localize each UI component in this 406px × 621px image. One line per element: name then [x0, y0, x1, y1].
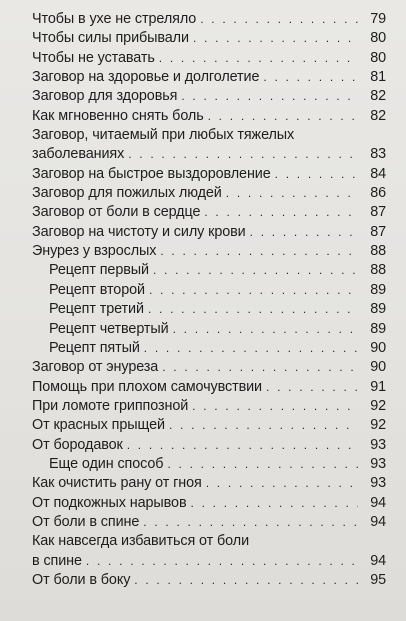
toc-entry-title: Рецепт первый [49, 262, 149, 279]
toc-entry-page: 87 [370, 223, 386, 240]
dot-leader [266, 378, 358, 397]
toc-entry [32, 436, 386, 455]
toc-entry-title: Энурез у взрослых [32, 243, 157, 260]
toc-entry-title: Заговор на быстрое выздоровление [32, 165, 271, 182]
dot-leader [250, 223, 358, 242]
toc-entry-title-line: Как навсегда избавиться от боли [32, 533, 250, 550]
toc-entry [32, 455, 386, 474]
toc-entry-page: 89 [370, 320, 386, 337]
toc-entry-title: Заговор от боли в сердце [32, 204, 201, 221]
toc-entry [32, 165, 386, 184]
dot-leader [192, 397, 358, 416]
dot-leader [159, 49, 358, 68]
toc-entry-title: Рецепт второй [49, 281, 145, 298]
toc-entry-page: 84 [370, 165, 386, 182]
toc-entry [32, 397, 386, 416]
toc-entry-page: 88 [370, 243, 386, 260]
toc-entry-title: Как мгновенно снять боль [32, 107, 204, 124]
toc-entry-page: 89 [370, 281, 386, 298]
toc-entry [32, 261, 386, 280]
dot-leader [200, 10, 358, 29]
dot-leader [162, 358, 358, 377]
dot-leader [134, 571, 358, 590]
dot-leader [128, 145, 358, 164]
toc-entry [32, 49, 386, 68]
toc-entry-title: От боли в спине [32, 513, 140, 530]
toc-entry-page: 82 [370, 88, 386, 105]
dot-leader [173, 320, 358, 339]
toc-entry [32, 242, 386, 261]
toc-entry-page: 94 [370, 552, 386, 569]
toc-entry-page: 91 [370, 378, 386, 395]
table-of-contents [32, 10, 386, 590]
toc-entry [32, 339, 386, 358]
dot-leader [149, 281, 358, 300]
toc-entry-title: От бородавок [32, 436, 123, 453]
dot-leader [86, 552, 358, 571]
toc-entry [32, 10, 386, 29]
toc-entry-page: 88 [370, 262, 386, 279]
dot-leader [275, 165, 358, 184]
toc-entry-title: Заговор для здоровья [32, 88, 178, 105]
toc-entry-title: Как очистить рану от гноя [32, 475, 202, 492]
toc-entry-title: заболеваниях [32, 146, 125, 163]
toc-entry [32, 223, 386, 242]
dot-leader [263, 68, 358, 87]
toc-entry-page: 80 [370, 30, 386, 47]
dot-leader [160, 242, 358, 261]
toc-entry [32, 87, 386, 106]
toc-entry-title: Рецепт третий [49, 301, 144, 318]
toc-entry-page: 93 [370, 436, 386, 453]
toc-entry-title: в спине [32, 552, 82, 569]
toc-entry [32, 494, 386, 513]
toc-entry [32, 68, 386, 87]
toc-entry [32, 552, 386, 571]
toc-entry-page: 94 [370, 494, 386, 511]
dot-leader [204, 203, 358, 222]
toc-entry [32, 29, 386, 48]
dot-leader [143, 513, 358, 532]
dot-leader [193, 29, 358, 48]
toc-entry [32, 184, 386, 203]
toc-entry [32, 513, 386, 532]
dot-leader [153, 261, 358, 280]
toc-entry [32, 300, 386, 319]
toc-entry [32, 416, 386, 435]
toc-entry-title: От подкожных нарывов [32, 494, 187, 511]
dot-leader [127, 436, 358, 455]
toc-entry [32, 107, 386, 126]
toc-entry-title: Чтобы силы прибывали [32, 30, 189, 47]
toc-entry-title: Чтобы не уставать [32, 49, 155, 66]
dot-leader [169, 416, 358, 435]
toc-entry [32, 474, 386, 493]
toc-entry-page: 87 [370, 204, 386, 221]
toc-entry-page: 83 [370, 146, 386, 163]
toc-entry-title: От боли в боку [32, 571, 131, 588]
toc-entry-title: Заговор для пожилых людей [32, 185, 222, 202]
dot-leader [148, 300, 358, 319]
toc-entry-title: Рецепт пятый [49, 339, 140, 356]
toc-entry-title-line: Заговор, читаемый при любых тяжелых [32, 127, 295, 144]
toc-entry-page: 79 [370, 11, 386, 27]
toc-entry-page: 89 [370, 301, 386, 318]
toc-entry [32, 145, 386, 164]
toc-entry-page: 90 [370, 359, 386, 376]
dot-leader [167, 455, 358, 474]
toc-entry-page: 94 [370, 513, 386, 530]
toc-entry-page: 93 [370, 455, 386, 472]
toc-entry-title: Помощь при плохом самочувствии [32, 378, 262, 395]
toc-entry-page: 95 [370, 571, 386, 588]
toc-entry-title: Заговор на чистоту и силу крови [32, 223, 246, 240]
dot-leader [206, 474, 358, 493]
dot-leader [226, 184, 358, 203]
toc-entry-page: 90 [370, 339, 386, 356]
dot-leader [144, 339, 358, 358]
toc-entry-title: От красных прыщей [32, 417, 165, 434]
toc-entry [32, 358, 386, 377]
toc-entry [32, 571, 386, 590]
dot-leader [191, 494, 359, 513]
dot-leader [181, 87, 358, 106]
toc-entry-page: 82 [370, 107, 386, 124]
toc-entry-title: Рецепт четвертый [49, 320, 169, 337]
toc-entry [32, 203, 386, 222]
toc-entry-title: При ломоте гриппозной [32, 397, 189, 414]
toc-entry-page: 92 [370, 397, 386, 414]
toc-entry-title: Заговор на здоровье и долголетие [32, 69, 260, 86]
toc-entry-title: Чтобы в ухе не стреляло [32, 11, 197, 27]
toc-entry-page: 86 [370, 185, 386, 202]
toc-entry-title: Еще один способ [49, 455, 164, 472]
dot-leader [208, 107, 358, 126]
toc-entry-page: 92 [370, 417, 386, 434]
toc-entry-page: 81 [370, 69, 386, 86]
toc-entry [32, 378, 386, 397]
toc-entry-page: 80 [370, 49, 386, 66]
toc-entry-page: 93 [370, 475, 386, 492]
toc-entry [32, 320, 386, 339]
toc-entry [32, 281, 386, 300]
toc-entry-title: Заговор от энуреза [32, 359, 159, 376]
